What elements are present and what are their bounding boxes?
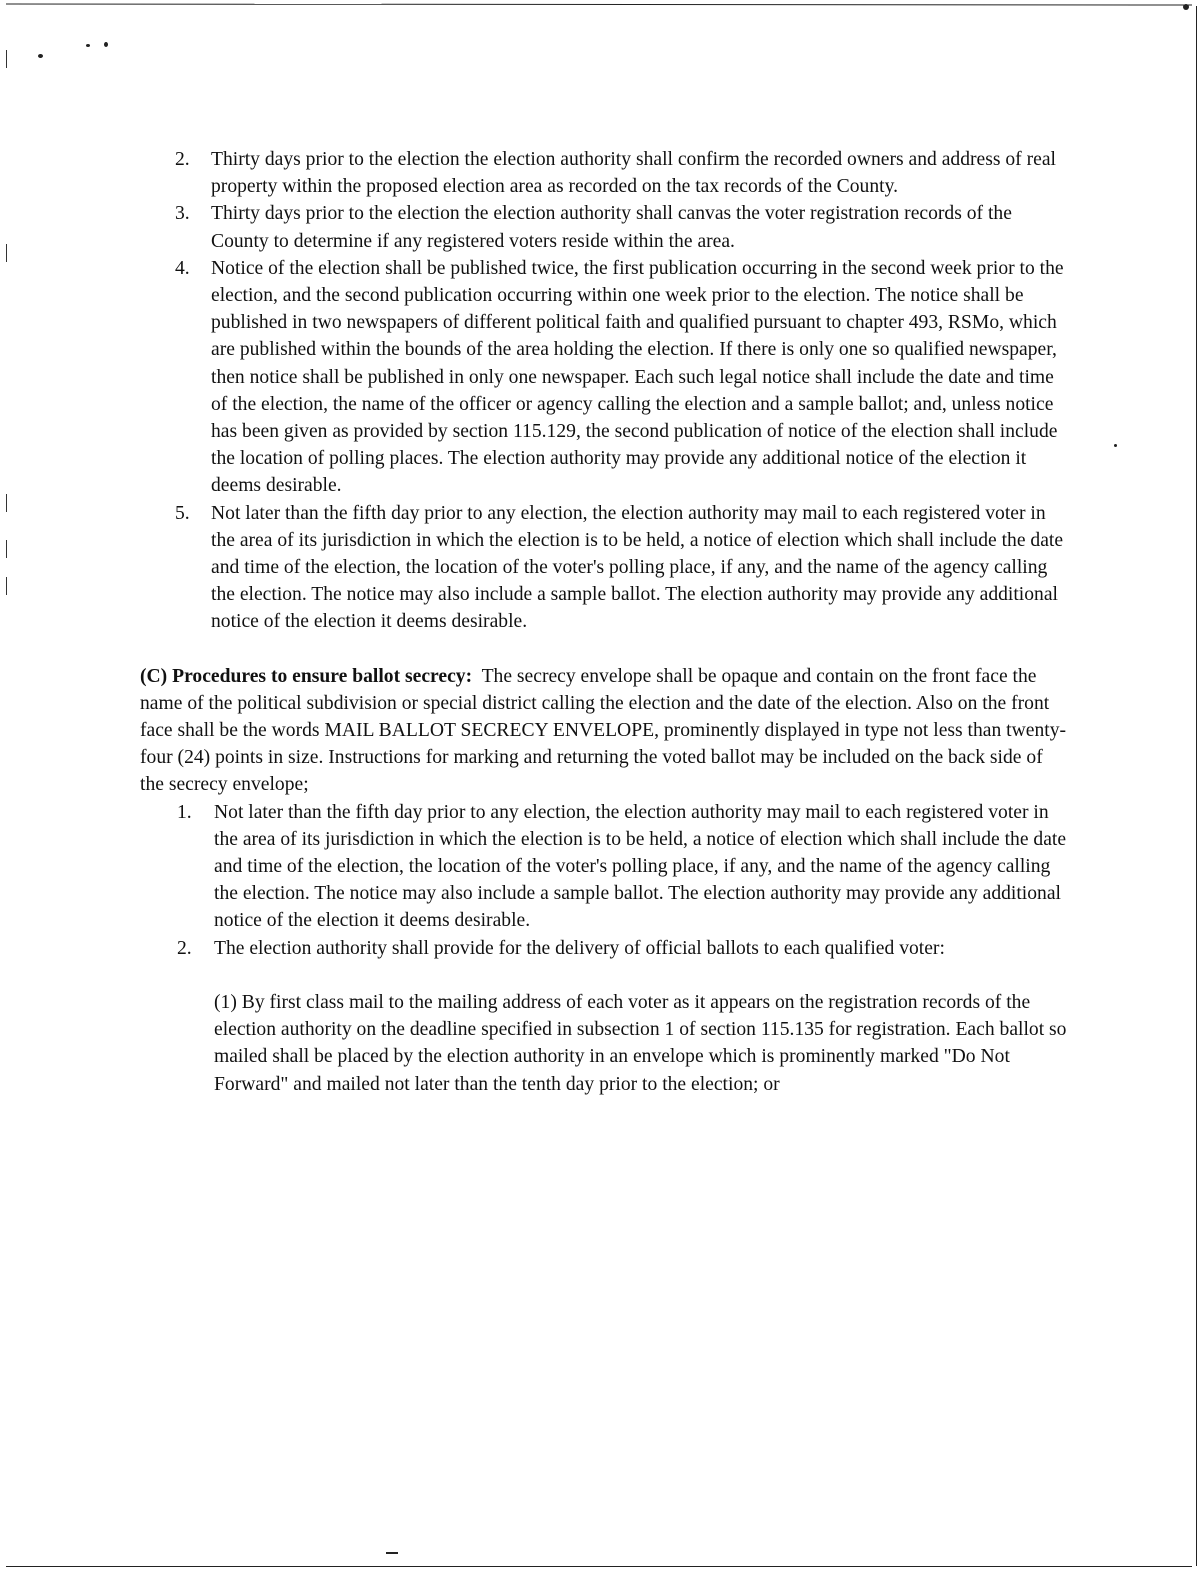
list-item-number: 2. <box>175 149 190 170</box>
list-item <box>140 799 1070 935</box>
document-body <box>140 146 1070 1098</box>
list-item-number: 5. <box>175 502 190 524</box>
scan-speck <box>1183 4 1189 10</box>
section-ballot-secrecy <box>140 663 1070 799</box>
scan-border-right <box>1196 6 1197 1566</box>
scan-border-bottom <box>6 1566 1192 1567</box>
list-item <box>140 200 1070 254</box>
list-item-number: 3. <box>175 203 190 225</box>
list-item-text: Not later than the fifth day prior to any election, the election authority may mail to each registered voter in the area of its jurisdiction in which the election is to be held, a notice of election which shall include the date and time of the election, the location of the voter's polling place, if any, and the name of the agency calling the election. The notice may also include a sample ballot. The election authority may provide any additional notice of the election it deems desirable. <box>211 502 1064 633</box>
scan-mark <box>6 540 7 558</box>
numbered-list-procedures <box>140 146 1070 636</box>
list-item <box>140 255 1070 500</box>
list-item-text: Not later than the fifth day prior to any election, the election authority may mail to each registered voter in the area of its jurisdiction in which the election is to be held, a notice of election which shall include the date and time of the election, the location of the voter's polling place, if any, and the name of the agency calling the election. The notice may also include a sample ballot. The election authority may provide any additional notice of the election it deems desirable. <box>214 801 1067 932</box>
scan-border-top <box>6 3 1192 5</box>
scan-speck <box>386 1552 398 1554</box>
list-item-number: 1. <box>177 801 192 823</box>
scan-speck <box>1114 444 1117 447</box>
sub-item-first-class-mail: (1) By first class mail to the mailing address of each voter as it appears on the registration records of the election authority on the deadline specified in subsection 1 of section 115.135 for registration. Each ballot so mailed shall be placed by the election authority in an envelope which is prominently marked "Do Not Forward" and mailed not later than the tenth day prior to the election; or <box>214 991 1067 1095</box>
list-item-number: 4. <box>175 257 190 279</box>
scan-mark <box>6 50 7 68</box>
list-item-number: 2. <box>177 937 192 959</box>
scan-mark <box>6 244 7 262</box>
list-item <box>140 500 1070 636</box>
scan-speck <box>86 44 90 47</box>
scan-speck <box>104 42 108 47</box>
list-item-text: The election authority shall provide for the delivery of official ballots to each qualified voter: <box>214 937 945 959</box>
list-item <box>140 146 1070 200</box>
list-item-text: Notice of the election shall be published twice, the first publication occurring in the second week prior to the election, and the second publication occurring within one week prior to the election. The notice shall be published in two newspapers of different political faith and qualified pursuant to chapter 493, RSMo, which are published within the bounds of the area holding the election. If there is only one so qualified newspaper, then notice shall be published in only one newspaper. Each such legal notice shall include the date and time of the election, the name of the officer or agency calling the election and a sample ballot; and, unless notice has been given as provided by section 115.129, the second publication of notice of the election shall include the location of polling places. The election authority may provide any additional notice of the election it deems desirable. <box>211 257 1064 497</box>
list-item <box>140 935 1070 962</box>
scan-mark <box>6 577 7 595</box>
numbered-list-delivery <box>140 799 1070 962</box>
scan-speck <box>38 54 43 58</box>
scan-mark <box>6 494 7 512</box>
section-body: The secrecy envelope shall be opaque and contain on the front face the name of the political subdivision or special district calling the election and the date of the election. Also on the front face shall be the words MAIL BALLOT SECRECY ENVELOPE, prominently displayed in type not less than twenty-four (24) points in size. Instructions for marking and returning the voted ballot may be included on the back side of the secrecy envelope; <box>140 665 1067 796</box>
section-heading: (C) Procedures to ensure ballot secrecy: <box>140 665 473 687</box>
list-item-text: Thirty days prior to the election the election authority shall canvas the voter registration records of the County to determine if any registered voters reside within the area. <box>211 203 1012 252</box>
list-item-text: Thirty days prior to the election the election authority shall confirm the recorded owners and address of real property within the proposed election area as recorded on the tax records of the County. <box>211 149 1056 198</box>
